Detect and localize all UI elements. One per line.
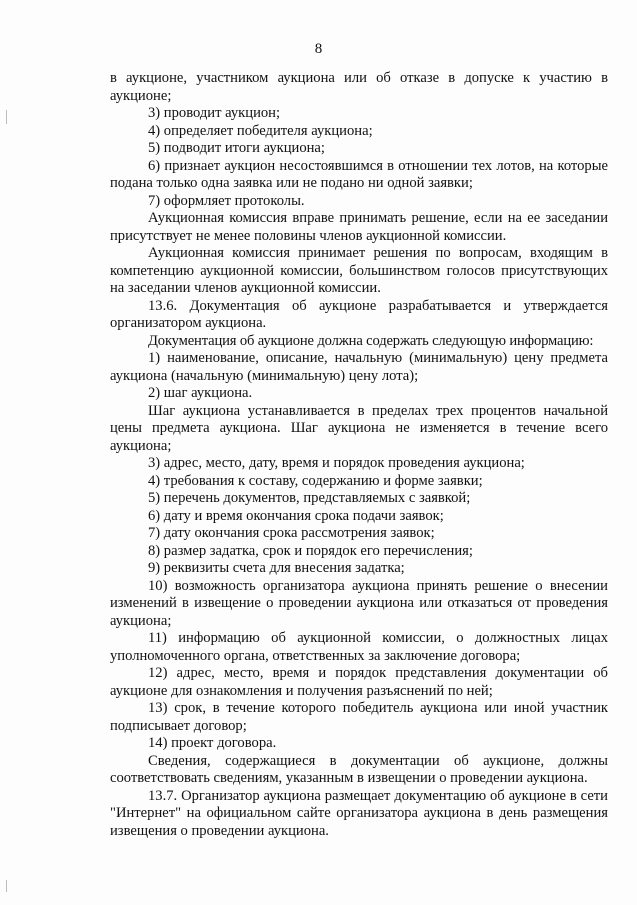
page-number: 8 [314, 41, 323, 57]
doc-item-4: 4) требования к составу, содержанию и форме заявки; [148, 472, 483, 489]
doc-item-8: 8) размер задатка, срок и порядок его перечисления; [148, 542, 473, 559]
paragraph: Документация об аукционе должна содержать следующую информацию: [148, 332, 594, 349]
list-item-7: 7) оформляет протоколы. [148, 192, 305, 209]
list-item-6: 6) признает аукцион несостоявшимся в отношении тех лотов, на которые подана только одна заявка или не подано ни одной заявки; [110, 157, 608, 191]
doc-item-6: 6) дату и время окончания срока подачи заявок; [148, 507, 444, 524]
doc-item-5: 5) перечень документов, представляемых с заявкой; [148, 490, 471, 506]
paragraph: Аукционная комиссия принимает решения по вопросам, входящим в компетенцию аукционной комиссии, большинством голосов присутствующих на заседании членов аукционной комиссии. [110, 245, 608, 296]
doc-item-2: 2) шаг аукциона. [148, 385, 253, 401]
doc-item-14: 14) проект договора. [148, 735, 277, 751]
list-item-4: 4) определяет победителя аукциона; [148, 122, 373, 139]
scan-edge-mark [6, 880, 7, 892]
document-body [110, 70, 608, 840]
list-item-5: 5) подводит итоги аукциона; [148, 140, 325, 156]
doc-item-13: 13) срок, в течение которого победитель аукциона или иной участник подписывает договор; [110, 700, 608, 734]
doc-item-12: 12) адрес, место, время и порядок представления документации об аукционе для ознакомления и получения разъяснений по ней; [110, 665, 608, 699]
section-13-7: 13.7. Организатор аукциона размещает документацию об аукционе в сети "Интернет" на официальном сайте организатора аукциона в день размещения извещения о проведении аукциона. [110, 787, 608, 839]
paragraph: в аукционе, участником аукциона или об отказе в допуске к участию в аукционе; [110, 70, 608, 104]
doc-item-1: 1) наименование, описание, начальную (минимальную) цену предмета аукциона (начальную (минимальную) цену лота); [110, 350, 608, 384]
scan-edge-mark [6, 110, 7, 124]
paragraph: Сведения, содержащиеся в документации об аукционе, должны соответствовать сведениям, указанным в извещении о проведении аукциона. [110, 752, 608, 786]
section-13-6: 13.6. Документация об аукционе разрабатывается и утверждается организатором аукциона. [110, 297, 608, 331]
doc-item-9: 9) реквизиты счета для внесения задатка; [148, 560, 405, 576]
paragraph: Шаг аукциона устанавливается в пределах трех процентов начальной цены предмета аукциона. Шаг аукциона не изменяется в течение всего аукциона; [110, 402, 608, 454]
doc-item-7: 7) дату окончания срока рассмотрения заявок; [148, 525, 435, 541]
doc-item-11: 11) информацию об аукционной комиссии, о должностных лицах уполномоченного органа, ответственных за заключение договора; [110, 630, 608, 664]
list-item-3: 3) проводит аукцион; [148, 105, 281, 121]
doc-item-10: 10) возможность организатора аукциона принять решение о внесении изменений в извещение о проведении аукциона или отказаться от проведения аукциона; [110, 577, 608, 629]
doc-item-3: 3) адрес, место, дату, время и порядок проведения аукциона; [148, 455, 525, 471]
paragraph: Аукционная комиссия вправе принимать решение, если на ее заседании присутствует не менее половины членов аукционной комиссии. [110, 210, 608, 244]
